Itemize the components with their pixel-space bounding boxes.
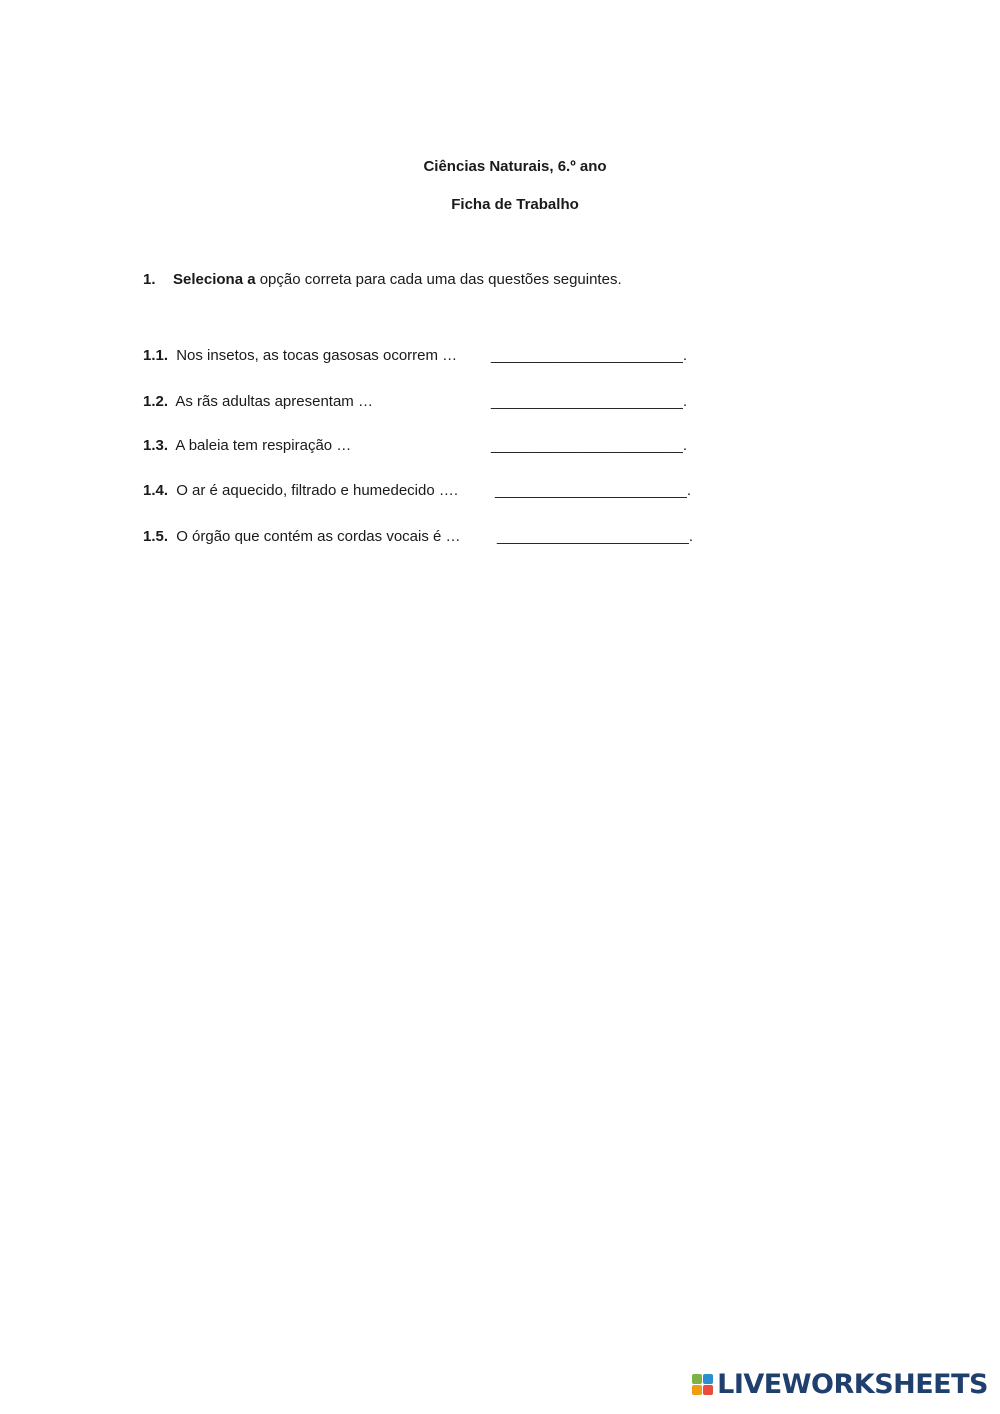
question-1-3: [143, 437, 743, 459]
question-text: A baleia tem respiração …: [175, 437, 352, 454]
question-1-5: [143, 528, 743, 550]
liveworksheets-logo-icon: [692, 1374, 713, 1395]
instruction-bold-text: Seleciona a: [173, 271, 256, 288]
question-number: 1.4.: [143, 482, 169, 499]
answer-blank-1-1[interactable]: _______________________.: [491, 347, 688, 364]
instruction-text: opção correta para cada uma das questões seguintes.: [255, 271, 622, 288]
instruction-number: 1.: [143, 271, 156, 288]
answer-blank-1-5[interactable]: _______________________.: [497, 528, 694, 545]
page-subtitle: Ficha de Trabalho: [451, 196, 579, 213]
brand-name: LIVEWORKSHEETS: [717, 1369, 988, 1400]
instruction: [143, 271, 622, 288]
question-1-1: [143, 347, 743, 369]
answer-blank-1-3[interactable]: _______________________.: [491, 437, 688, 454]
answer-blank-1-4[interactable]: _______________________.: [495, 482, 692, 499]
answer-blank-1-2[interactable]: _______________________.: [491, 393, 688, 410]
question-number: 1.2.: [143, 393, 169, 410]
question-number: 1.1.: [143, 347, 169, 364]
question-text: O ar é aquecido, filtrado e humedecido ….: [176, 482, 459, 499]
question-1-2: [143, 393, 743, 415]
brand-watermark: [692, 1369, 988, 1400]
question-1-4: [143, 482, 743, 504]
question-number: 1.3.: [143, 437, 169, 454]
question-number: 1.5.: [143, 528, 169, 545]
question-text: As rãs adultas apresentam …: [175, 393, 373, 410]
question-text: Nos insetos, as tocas gasosas ocorrem …: [176, 347, 458, 364]
question-text: O órgão que contém as cordas vocais é …: [176, 528, 461, 545]
page-title: Ciências Naturais, 6.º ano: [423, 158, 607, 175]
